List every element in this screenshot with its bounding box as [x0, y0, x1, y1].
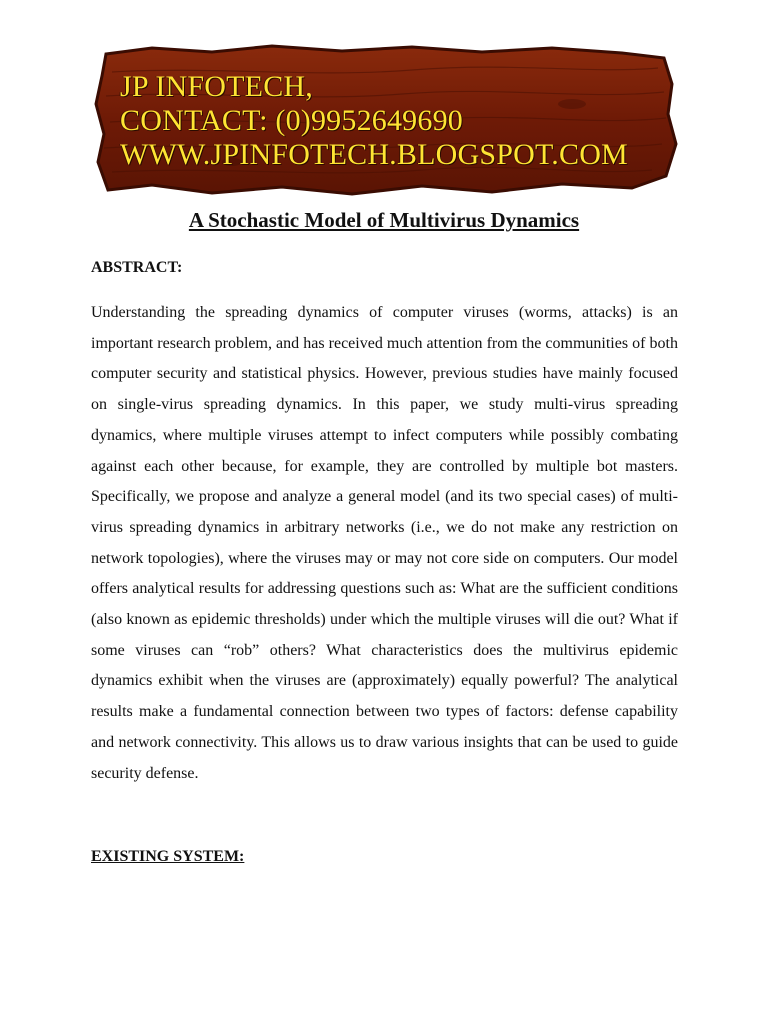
banner-text: [120, 70, 680, 172]
existing-system-heading: EXISTING SYSTEM:: [91, 848, 245, 865]
banner-company-name: JP INFOTECH,: [120, 70, 313, 103]
abstract-heading: ABSTRACT:: [91, 259, 183, 276]
banner-contact: CONTACT: (0)9952649690: [120, 104, 463, 137]
abstract-paragraph: Understanding the spreading dynamics of computer viruses (worms, attacks) is an important research problem, and has received much attention from the communities of both computer security and statistical physics. However, previous studies have mainly focused on single-virus spreading dynamics. In this paper, we study multi-virus spreading dynamics, where multiple viruses attempt to infect computers while possibly combating against each other because, for example, they are controlled by multiple bot masters. Specifically, we propose and analyze a general model (and its two special cases) of multi-virus spreading dynamics in arbitrary networks (i.e., we do not make any restriction on network topologies), where the viruses may or may not core side on computers. Our model offers analytical results for addressing questions such as: What are the sufficient conditions (also known as epidemic thresholds) under which the multiple viruses will die out? What if some viruses can “rob” others? What characteristics does the multivirus epidemic dynamics exhibit when the viruses are (approximately) equally powerful? The analytical results make a fundamental connection between two types of factors: defense capability and network connectivity. This allows us to draw various insights that can be used to guide security defense.: [91, 304, 678, 782]
company-banner: [92, 44, 678, 196]
document-title: A Stochastic Model of Multivirus Dynamics: [188, 208, 580, 232]
banner-website: WWW.JPINFOTECH.BLOGSPOT.COM: [120, 138, 628, 171]
